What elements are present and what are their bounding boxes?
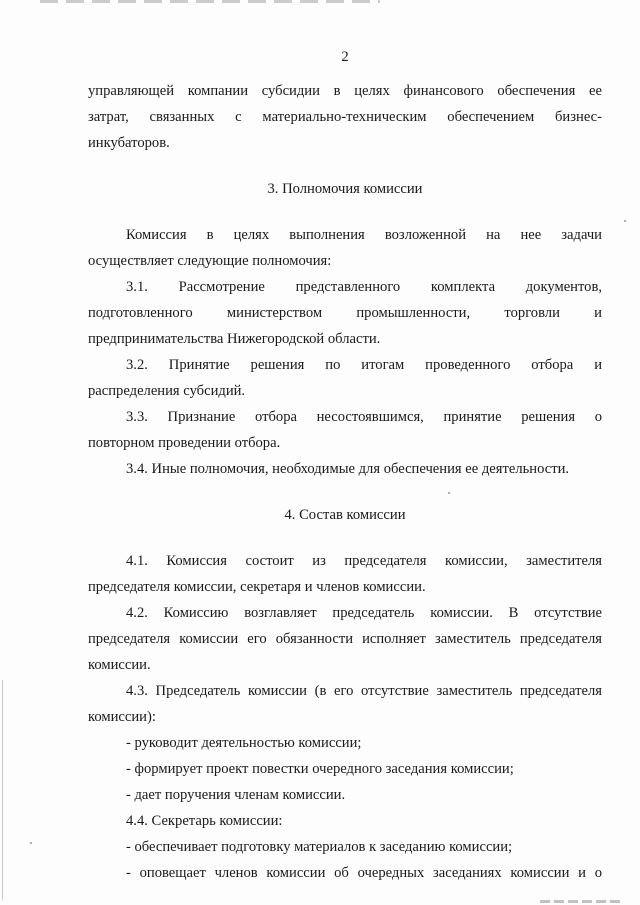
scan-artifact-bottom: [540, 900, 620, 903]
chair-duty-item: - дает поручения членам комиссии.: [126, 787, 346, 803]
clause-3-2-line: распределения субсидий.: [88, 383, 246, 399]
clause-3-3-line: повторном проведении отбора.: [88, 435, 281, 451]
clause-3-1-line: подготовленного министерством промышленности, торговли и: [88, 305, 602, 321]
scan-artifact-left: [2, 680, 3, 900]
secretary-duty-item: - обеспечивает подготовку материалов к заседанию комиссии;: [126, 839, 513, 855]
section-3-title: 3. Полномочия комиссии: [267, 181, 423, 197]
clause-4-1-line: 4.1. Комиссия состоит из председателя комиссии, заместителя: [126, 553, 602, 569]
document-body: [88, 44, 602, 886]
clause-4-2-line: председателя комиссии его обязанности исполняет заместитель председателя: [88, 631, 602, 647]
scan-speck: [30, 842, 32, 844]
clause-3-4: 3.4. Иные полномочия, необходимые для обеспечения ее деятельности.: [126, 461, 570, 477]
clause-3-1-line: предпринимательства Нижегородской области.: [88, 331, 381, 347]
intro-line: управляющей компании субсидии в целях финансового обеспечения ее: [88, 83, 602, 99]
section-3-intro-line: осуществляет следующие полномочия:: [88, 253, 332, 269]
scan-artifact-top: [40, 0, 380, 3]
section-4-title: 4. Состав комиссии: [284, 507, 406, 523]
clause-4-1-line: председателя комиссии, секретаря и членов комиссии.: [88, 579, 426, 595]
clause-3-3-line: 3.3. Признание отбора несостоявшимся, принятие решения о: [126, 409, 602, 425]
intro-line: инкубаторов.: [88, 135, 170, 151]
clause-4-2-line: 4.2. Комиссию возглавляет председатель комиссии. В отсутствие: [126, 605, 602, 621]
secretary-duty-item: - оповещает членов комиссии об очередных заседаниях комиссии и о: [126, 865, 602, 881]
clause-3-2-line: 3.2. Принятие решения по итогам проведенного отбора и: [126, 357, 602, 373]
clause-3-1-line: 3.1. Рассмотрение представленного комплекта документов,: [126, 279, 602, 295]
clause-4-3-line: комиссии):: [88, 709, 156, 725]
page-number: 2: [341, 49, 349, 65]
intro-line: затрат, связанных с материально-техническим обеспечением бизнес-: [88, 109, 602, 125]
section-3-intro-line: Комиссия в целях выполнения возложенной на нее задачи: [126, 227, 602, 243]
chair-duty-item: - формирует проект повестки очередного заседания комиссии;: [126, 761, 514, 777]
chair-duty-item: - руководит деятельностью комиссии;: [126, 735, 362, 751]
scan-speck: [624, 220, 626, 222]
clause-4-3-line: 4.3. Председатель комиссии (в его отсутствие заместитель председателя: [126, 683, 602, 699]
clause-4-4: 4.4. Секретарь комиссии:: [126, 813, 283, 829]
clause-4-2-line: комиссии.: [88, 657, 151, 673]
